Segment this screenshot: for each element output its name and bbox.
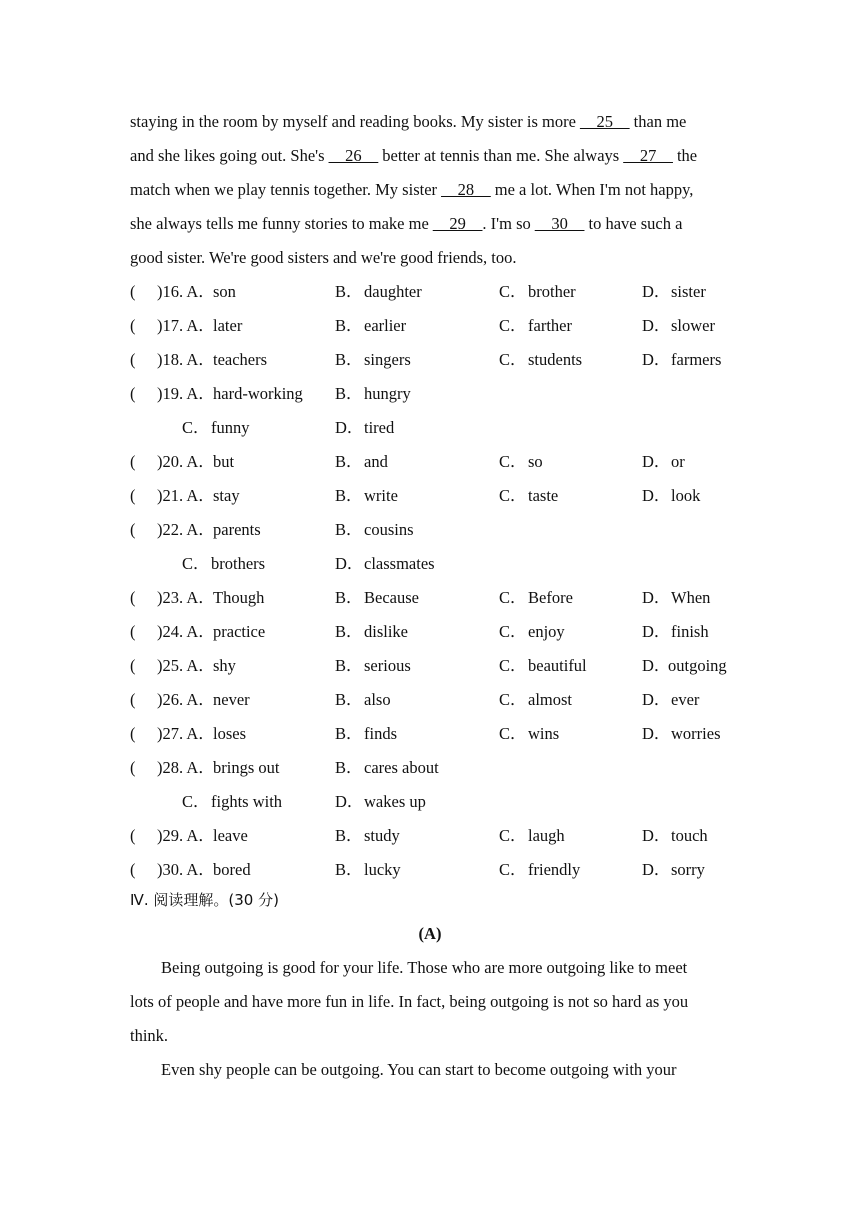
option-b: earlier [364,316,407,335]
option-b-label: B． [335,656,363,675]
text: staying in the room by myself and reading books. My sister is more [130,112,581,131]
question-number: )17. A． [157,316,215,335]
question-19 [0,382,860,406]
option-b-label: B． [335,588,363,607]
option-d-label: D． [642,860,671,879]
passage-line-5: good sister. We're good sisters and we're good friends, too. [130,248,517,267]
question-22-line-2 [0,552,860,576]
option-a: hard-working [213,384,303,403]
question-number: )30. A． [157,860,215,879]
question-24 [0,620,860,644]
question-16 [0,280,860,304]
option-b-label: B． [335,350,363,369]
section-heading: Ⅳ. 阅读理解。(30 分) [130,891,279,909]
option-b: Because [364,588,419,607]
question-23 [0,586,860,610]
option-d: or [671,452,685,471]
option-d: sorry [671,860,705,879]
option-c-label: C． [499,588,527,607]
option-d-label: D． [335,554,364,573]
option-b-label: B． [335,622,363,641]
option-d: farmers [671,350,722,369]
option-c: enjoy [528,622,565,641]
question-21 [0,484,860,508]
option-b: write [364,486,398,505]
option-c: fights with [211,792,283,811]
option-b-label: B． [335,724,363,743]
option-b: study [364,826,400,845]
option-b: cares about [364,758,439,777]
option-d-label: D． [642,690,671,709]
reading-line-4: Even shy people can be outgoing. You can start to become outgoing with your [161,1060,677,1079]
blank-25: __25__ [580,112,630,131]
option-d-label: D． [335,792,364,811]
option-a: parents [213,520,261,539]
option-c: laugh [528,826,565,845]
option-b: and [364,452,388,471]
option-c: brothers [211,554,266,573]
option-c-label: C． [182,418,210,437]
answer-paren[interactable]: ( [130,758,136,777]
blank-30: __30__ [534,214,585,233]
question-number: )26. A． [157,690,215,709]
answer-paren[interactable]: ( [130,622,136,641]
option-b-label: B． [335,690,363,709]
option-a: stay [213,486,240,505]
question-19-line-2 [0,416,860,440]
option-a: never [213,690,250,709]
question-17 [0,314,860,338]
option-c: beautiful [528,656,587,675]
part-title: (A) [418,924,442,943]
option-d: slower [671,316,715,335]
option-b: serious [364,656,411,675]
option-c: friendly [528,860,581,879]
option-c-label: C． [499,452,527,471]
question-number: )22. A． [157,520,215,539]
option-c-label: C． [499,826,527,845]
option-b: daughter [364,282,422,301]
option-d: classmates [364,554,435,573]
question-number: )21. A． [157,486,215,505]
reading-line-1: Being outgoing is good for your life. Those who are more outgoing like to meet [161,958,688,977]
text: match when we play tennis together. My sister [130,180,442,199]
answer-paren[interactable]: ( [130,282,136,301]
option-d-label: D． [642,350,671,369]
reading-line-3: think. [130,1026,169,1045]
option-c-label: C． [182,554,210,573]
question-18 [0,348,860,372]
question-number: )19. A． [157,384,215,403]
answer-paren[interactable]: ( [130,486,136,505]
question-number: )18. A． [157,350,215,369]
option-d: wakes up [364,792,426,811]
option-b-label: B． [335,758,363,777]
option-d-label: D． [642,826,671,845]
option-a: loses [213,724,246,743]
question-number: )27. A． [157,724,215,743]
option-c: almost [528,690,572,709]
option-c-label: C． [499,656,527,675]
option-b-label: B． [335,486,363,505]
option-d-label: D． [642,622,671,641]
option-a: son [213,282,236,301]
answer-paren[interactable]: ( [130,384,136,403]
option-c: brother [528,282,576,301]
question-30 [0,858,860,882]
option-d: sister [671,282,706,301]
option-b-label: B． [335,316,363,335]
option-c: funny [211,418,250,437]
option-a: Though [213,588,265,607]
question-26 [0,688,860,712]
option-d-label: D． [642,656,671,675]
option-b: hungry [364,384,411,403]
option-a: practice [213,622,266,641]
option-a: teachers [213,350,268,369]
option-c-label: C． [499,724,527,743]
option-d: tired [364,418,395,437]
question-number: )25. A． [157,656,215,675]
option-c-label: C． [499,486,527,505]
option-c: so [528,452,543,471]
passage-line-4 [130,212,682,236]
option-b: cousins [364,520,414,539]
option-d: look [671,486,701,505]
answer-paren[interactable]: ( [130,826,136,845]
text: . I'm so [482,214,535,233]
option-d-label: D． [642,316,671,335]
question-number: )28. A． [157,758,215,777]
option-c-label: C． [499,316,527,335]
text: me a lot. When I'm not happy, [490,180,694,199]
answer-paren[interactable]: ( [130,316,136,335]
text: to have such a [584,214,683,233]
option-b-label: B． [335,282,363,301]
question-number: )16. A． [157,282,215,301]
option-c: wins [528,724,560,743]
blank-27: __27__ [623,146,673,165]
option-a: later [213,316,243,335]
answer-paren[interactable]: ( [130,724,136,743]
option-b-label: B． [335,826,363,845]
question-28 [0,756,860,780]
passage-line-1 [130,110,686,134]
option-c-label: C． [499,690,527,709]
option-c: farther [528,316,572,335]
option-b: finds [364,724,397,743]
question-number: )24. A． [157,622,215,641]
option-c-label: C． [499,622,527,641]
option-c: Before [528,588,573,607]
option-a: bored [213,860,251,879]
option-b-label: B． [335,384,363,403]
option-d: touch [671,826,708,845]
answer-paren[interactable]: ( [130,588,136,607]
option-c-label: C． [499,350,527,369]
option-d-label: D． [642,452,671,471]
option-d-label: D． [642,486,671,505]
question-22 [0,518,860,542]
option-c: students [528,350,583,369]
option-a: brings out [213,758,280,777]
text: better at tennis than me. She always [378,146,624,165]
option-d-label: D． [642,588,671,607]
text: than me [629,112,687,131]
blank-26: __26__ [328,146,379,165]
text: she always tells me funny stories to make me [130,214,433,233]
blank-29: __29__ [432,214,483,233]
option-c: taste [528,486,559,505]
passage-line-2 [130,144,697,168]
option-d: ever [671,690,700,709]
passage-line-3 [130,178,693,202]
answer-paren[interactable]: ( [130,860,136,879]
option-c-label: C． [182,792,210,811]
option-a: shy [213,656,236,675]
option-c-label: C． [499,860,527,879]
question-28-line-2 [0,790,860,814]
option-d-label: D． [642,282,671,301]
text: and she likes going out. She's [130,146,329,165]
answer-paren[interactable]: ( [130,690,136,709]
option-b-label: B． [335,860,363,879]
option-d: finish [671,622,709,641]
option-b-label: B． [335,452,363,471]
question-27 [0,722,860,746]
question-20 [0,450,860,474]
option-d: worries [671,724,721,743]
answer-paren[interactable]: ( [130,656,136,675]
option-d: outgoing [668,656,727,675]
option-b-label: B． [335,520,363,539]
question-number: )29. A． [157,826,215,845]
option-a: but [213,452,235,471]
option-c-label: C． [499,282,527,301]
option-b: dislike [364,622,408,641]
question-number: )20. A． [157,452,215,471]
answer-paren[interactable]: ( [130,350,136,369]
answer-paren[interactable]: ( [130,452,136,471]
option-b: also [364,690,391,709]
option-d: When [671,588,711,607]
question-25 [0,654,860,678]
answer-paren[interactable]: ( [130,520,136,539]
question-29 [0,824,860,848]
option-d-label: D． [335,418,364,437]
question-number: )23. A． [157,588,215,607]
blank-28: __28__ [441,180,491,199]
option-a: leave [213,826,248,845]
option-b: singers [364,350,411,369]
option-d-label: D． [642,724,671,743]
reading-line-2: lots of people and have more fun in life. In fact, being outgoing is not so hard as you [130,992,689,1011]
option-b: lucky [364,860,401,879]
text: the [672,146,698,165]
